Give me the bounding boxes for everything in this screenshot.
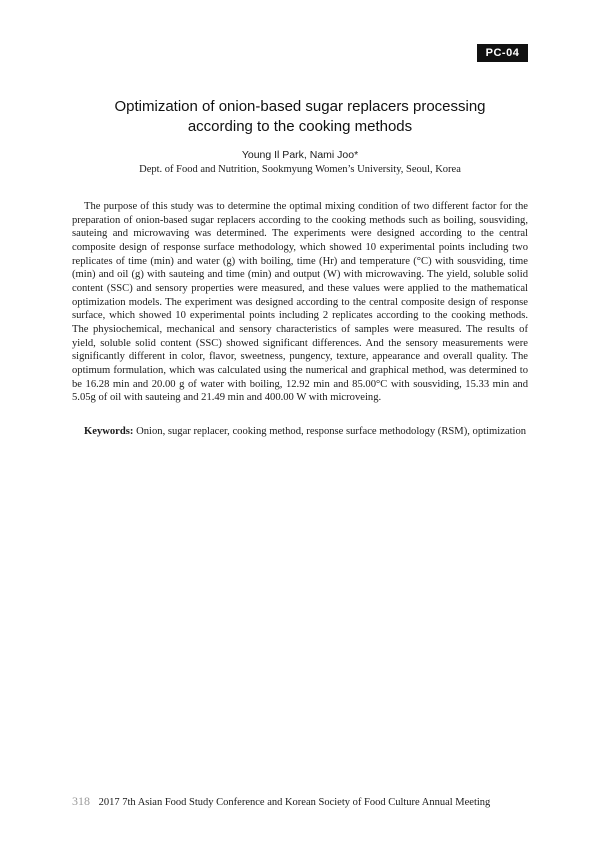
title-line-2: according to the cooking methods [187, 118, 413, 135]
title-line-1: Optimization of onion-based sugar replacers processing [114, 98, 486, 115]
keywords [84, 425, 534, 439]
paper-title [60, 97, 540, 137]
keywords-label: Keywords: [84, 426, 134, 437]
keywords-text: Onion, sugar replacer, cooking method, response surface methodology (RSM), optimization [136, 426, 527, 437]
abstract-body: The purpose of this study was to determine the optimal mixing condition of two different factor for the preparation of onion-based sugar replacers according to the cooking methods such as boiling, sousviding, sauteing and microwaving was determined. The experiments were designed according to the central composite design of response surface methodology, which showed 10 experimental points including two replicates of time (min) and water (g) with boiling, time (Hr) and temperature (°C) with sousviding, time (min) and oil (g) with sauteing and time (min) and output (W) with microwaving. The yield, soluble solid content (SSC) and sensory properties were measured, and these values were applied to the mathematical optimization models. The experiment was designed according to the central composite design of response surface, which showed 10 experimental points including 2 replicates according to the cooking methods. The physiochemical, mechanical and sensory characteristics of samples were measured. The results of yield, soluble solid content (SSC) showed significant differences. And the sensory measurements were significantly different in color, flavor, sweetness, pungency, texture, appearance and overall quality. The optimum formulation, which was calculated using the numerical and graphical method, was determined to be 16.28 min and 20.00 g of water with boiling, 12.92 min and 85.00°C with sousviding, 15.33 min and 5.05g of oil with sauteing and 21.49 min and 400.00 W with microveing. [72, 201, 528, 404]
affiliation: Dept. of Food and Nutrition, Sookmyung Women’s University, Seoul, Korea [139, 164, 461, 175]
footer-conference: 2017 7th Asian Food Study Conference and Korean Society of Food Culture Annual Meeting [98, 797, 491, 808]
authors: Young Il Park, Nami Joo* [241, 149, 359, 161]
page-number: 318 [72, 794, 90, 808]
session-code-badge: PC-04 [477, 44, 528, 62]
page-footer [72, 794, 532, 810]
